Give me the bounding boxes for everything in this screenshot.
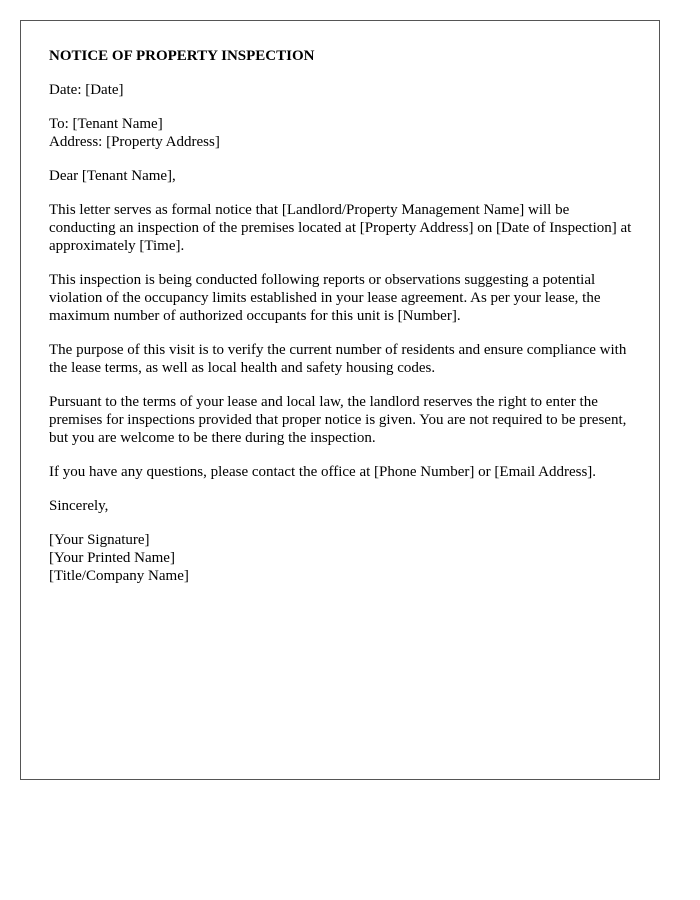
letter-content (49, 47, 639, 601)
paragraph-legal: Pursuant to the terms of your lease and local law, the landlord reserves the right to enter the premises for inspections provided that proper notice is given. You are not required to be present, but you are welcome to be there during the inspection. (49, 394, 627, 446)
recipient-address: Address: [Property Address] (49, 134, 220, 150)
date-line: Date: [Date] (49, 82, 124, 98)
letter-title: NOTICE OF PROPERTY INSPECTION (49, 48, 315, 64)
recipient-block (49, 115, 639, 151)
paragraph-reason: This inspection is being conducted following reports or observations suggesting a potential violation of the occupancy limits established in your lease agreement. As per your lease, the maximum number of authorized occupants for this unit is [Number]. (49, 272, 601, 324)
signature-line: [Your Signature] (49, 532, 150, 548)
paragraph-notice: This letter serves as formal notice that [Landlord/Property Management Name] will be conducting an inspection of the premises located at [Property Address] on [Date of Inspection] at approximately [Time]. (49, 202, 632, 254)
printed-name-line: [Your Printed Name] (49, 550, 175, 566)
paragraph-purpose: The purpose of this visit is to verify the current number of residents and ensure compliance with the lease terms, as well as local health and safety housing codes. (49, 342, 627, 376)
closing: Sincerely, (49, 498, 109, 514)
letter-page (20, 20, 660, 780)
paragraph-contact: If you have any questions, please contact the office at [Phone Number] or [Email Address]. (49, 464, 597, 480)
salutation: Dear [Tenant Name], (49, 168, 176, 184)
recipient-name: To: [Tenant Name] (49, 116, 163, 132)
title-company-line: [Title/Company Name] (49, 568, 189, 584)
signature-block (49, 531, 639, 585)
